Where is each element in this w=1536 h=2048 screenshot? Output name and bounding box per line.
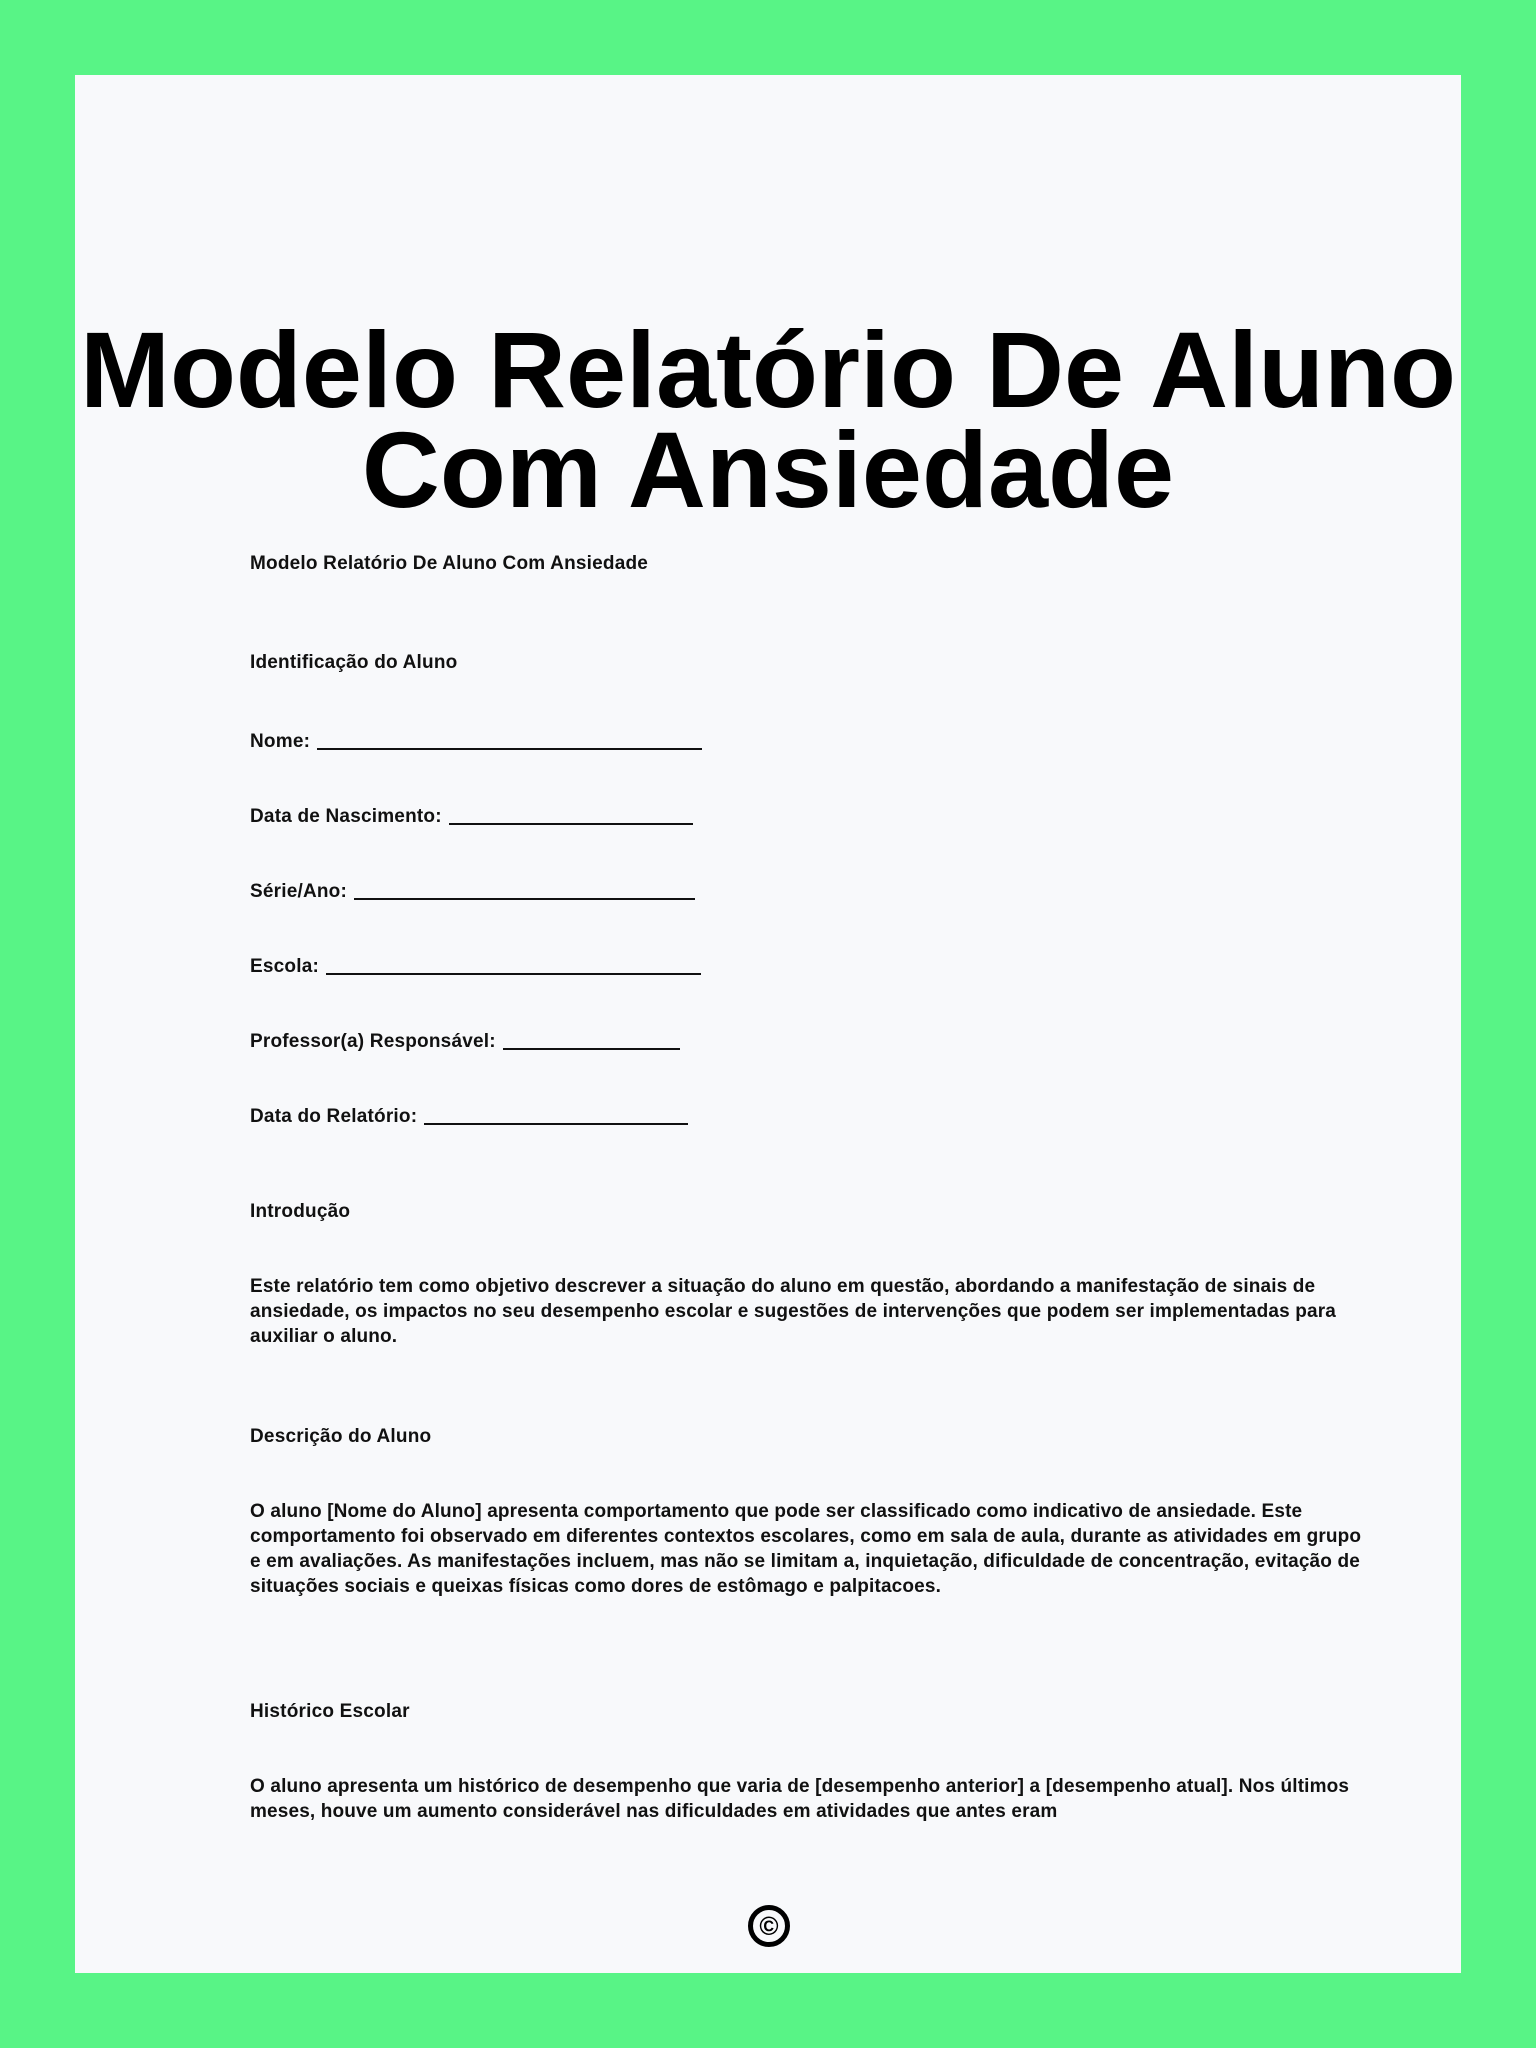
section-heading-identificacao: Identificação do Aluno: [250, 652, 458, 673]
blank-line: [317, 728, 702, 750]
field-label: Data de Nascimento:: [250, 806, 442, 827]
field-serie-ano: [250, 875, 695, 904]
paragraph-historico: O aluno apresenta um histórico de desempenho que varia de [desempenho anterior] a [desempenho atual]. Nos últimos meses, houve um aumento considerável nas dificuldades em atividades que antes eram: [250, 1776, 1350, 1822]
paragraph-introducao: Este relatório tem como objetivo descrever a situação do aluno em questão, abordando a manifestação de sinais de ansiedade, os impactos no seu desempenho escolar e sugestões de intervenções que podem ser implementadas para auxiliar o aluno.: [250, 1276, 1336, 1347]
field-nome: [250, 725, 702, 754]
blank-line: [503, 1028, 680, 1050]
section-heading-descricao: Descrição do Aluno: [250, 1426, 432, 1447]
field-label: Série/Ano:: [250, 881, 348, 902]
field-label: Professor(a) Responsável:: [250, 1031, 496, 1052]
section-heading-introducao: Introdução: [250, 1201, 351, 1222]
field-data-relatorio: [250, 1100, 688, 1129]
copyright-icon: ©: [748, 1905, 790, 1947]
field-escola: [250, 950, 701, 979]
paragraph-descricao: O aluno [Nome do Aluno] apresenta comportamento que pode ser classificado como indicativo de ansiedade. Este comportamento foi observado em diferentes contextos escolares, como em sala de aula, durante as atividades em grupo e em avaliações. As manifestações incluem, mas não se limitam a, inquietação, dificuldade de concentração, evitação de situações sociais e queixas físicas como dores de estômago e palpitacoes.: [250, 1501, 1362, 1597]
field-label: Nome:: [250, 731, 311, 752]
section-heading-historico: Histórico Escolar: [250, 1701, 410, 1722]
field-data-nascimento: [250, 800, 693, 829]
field-professor: [250, 1025, 680, 1054]
document-heading: Modelo Relatório De Aluno Com Ansiedade: [250, 553, 649, 574]
field-label: Data do Relatório:: [250, 1106, 418, 1127]
blank-line: [424, 1103, 688, 1125]
document-page: [75, 75, 1461, 1973]
blank-line: [354, 878, 695, 900]
blank-line: [449, 803, 693, 825]
page-title: Modelo Relatório De Aluno Com Ansiedade: [80, 309, 1456, 530]
blank-line: [326, 953, 701, 975]
field-label: Escola:: [250, 956, 319, 977]
